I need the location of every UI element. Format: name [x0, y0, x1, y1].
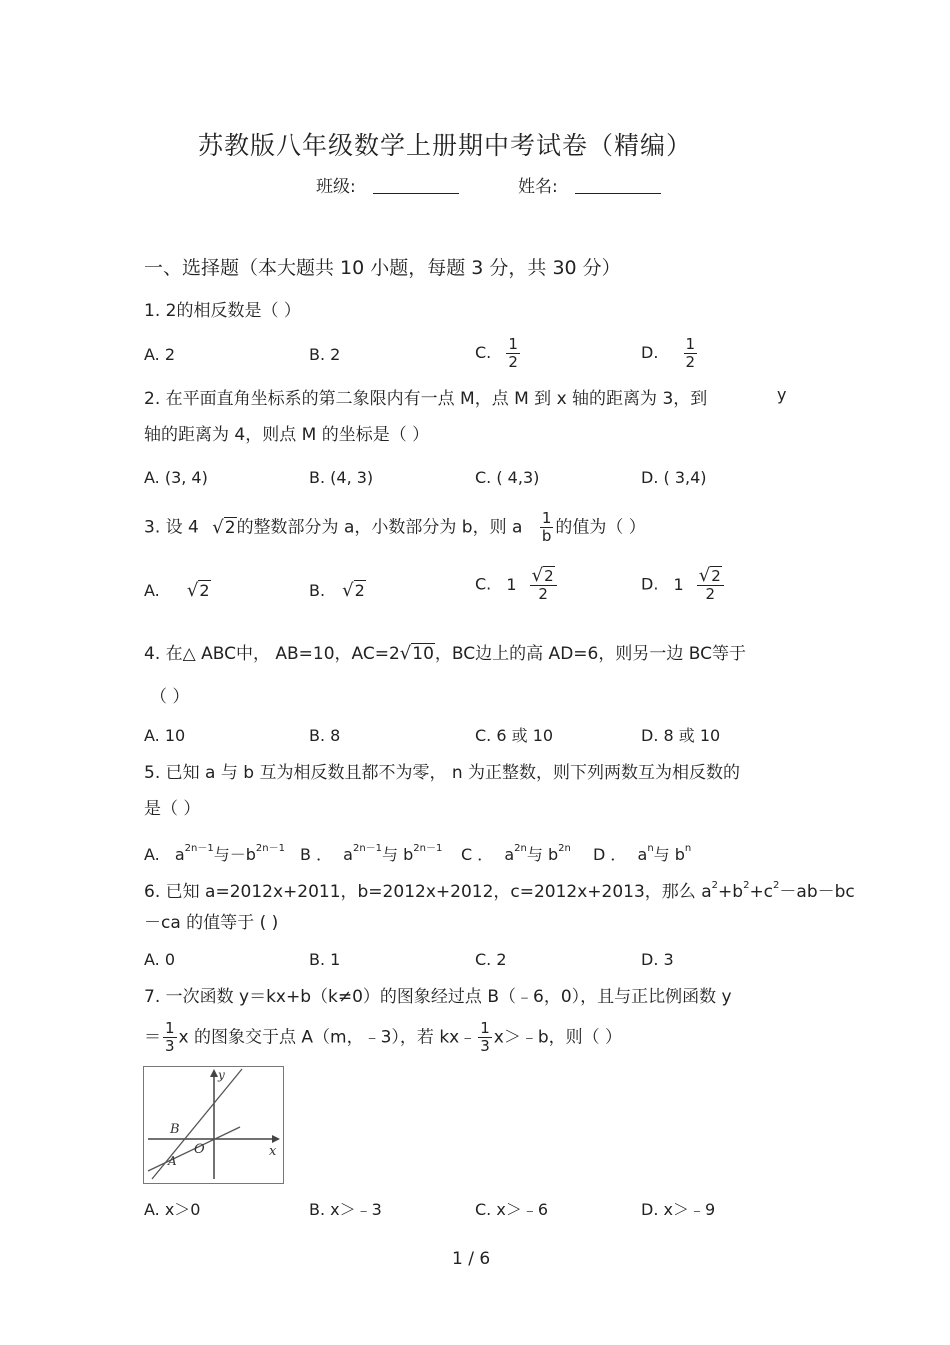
q3-option-c: C. 1 $\frac{√2}{2}$ — [475, 567, 559, 603]
y-axis-arrow — [210, 1069, 218, 1077]
graph-label-a: A — [168, 1154, 177, 1168]
page-number: 1 / 6 — [452, 1249, 491, 1269]
q2-option-d: D. ( 3,4) — [641, 468, 707, 487]
q5-option-b: B ． $a^{2n-1}$与 $b^{2n-1}$ — [300, 843, 443, 864]
question-7-line-1: 7. 一次函数 y＝kx+b（k≠0）的图象经过点 B（﹣6，0），且与正比例函数 y — [144, 987, 732, 1007]
function-graph — [144, 1067, 283, 1183]
q1-d-fraction: $\frac{1}{2}$ — [685, 335, 696, 371]
q5-option-c: C ． $a^{2n}$与 $b^{2n}$ — [461, 843, 571, 864]
q5-option-a: A. $a^{2n-1}$与$-b^{2n-1}$ — [144, 843, 285, 864]
question-4-line-2: （ ） — [150, 687, 190, 707]
question-7-line-2: ＝ $\frac{1}{3}$ x 的图象交于点 A（m，﹣3），若 kx﹣ $\frac{1}{3}$ x＞﹣b，则（ ） — [144, 1019, 623, 1055]
q7-fraction-2: $\frac{1}{3}$ — [480, 1019, 490, 1055]
class-label: 班级: — [316, 177, 356, 197]
graph-label-x: x — [269, 1144, 277, 1159]
question-2-line-2: 轴的距离为 4，则点 M 的坐标是（ ） — [144, 425, 430, 445]
q7-option-d: D. x＞﹣9 — [641, 1200, 716, 1219]
name-field — [518, 176, 661, 198]
q6-option-d: D. 3 — [641, 950, 674, 969]
q2-option-a: A. (3, 4) — [144, 468, 208, 487]
q7-option-a: A. x＞0 — [144, 1200, 201, 1219]
q5-option-d: D ． $a^n$与 $b^n$ — [593, 843, 692, 864]
q3-fraction: $\frac{1}{b}$ — [541, 509, 552, 545]
q7-option-b: B. x＞﹣3 — [309, 1200, 382, 1219]
q4-option-d: D. 8 或 10 — [641, 726, 721, 745]
q3-option-a: A. √2 — [144, 580, 210, 601]
page-title: 苏教版八年级数学上册期中考试卷（精编） — [198, 131, 693, 160]
question-6-line-2: －ca 的值等于 ( ) — [144, 913, 279, 933]
question-6-line-1: 6. 已知 a=2012x+2011，b=2012x+2012，c=2012x+2013，那么 $a^2+b^2+c^2-ab-bc$ — [144, 880, 855, 902]
question-4-line-1: 4. 在△ ABC中， AB=10，AC=2√10，BC边上的高 AD=6，则另一边 BC等于 — [144, 643, 746, 664]
graph-label-b: B — [170, 1122, 180, 1137]
q4-option-b: B. 8 — [309, 726, 341, 745]
q4-option-c: C. 6 或 10 — [475, 726, 554, 745]
section-heading: 一、选择题（本大题共 10 小题，每题 3 分，共 30 分） — [144, 257, 621, 279]
question-1-stem: 1. 2的相反数是（ ） — [144, 301, 301, 321]
q3-option-d: D. 1 $\frac{√2}{2}$ — [641, 567, 726, 603]
class-field — [316, 176, 459, 198]
name-label: 姓名: — [518, 177, 558, 197]
q4-sqrt: √10 — [399, 643, 434, 664]
q2-option-b: B. (4, 3) — [309, 468, 374, 487]
q6-option-c: C. 2 — [475, 950, 507, 969]
function-graph-figure — [143, 1066, 284, 1184]
class-blank — [373, 179, 459, 194]
q7-option-c: C. x＞﹣6 — [475, 1200, 548, 1219]
question-5-line-1: 5. 已知 a 与 b 互为相反数且都不为零， n 为正整数，则下列两数互为相反数的 — [144, 763, 741, 783]
question-5-line-2: 是（ ） — [144, 799, 201, 819]
q6-option-b: B. 1 — [309, 950, 341, 969]
q2-option-c: C. ( 4,3) — [475, 468, 540, 487]
q1-c-fraction: $\frac{1}{2}$ — [508, 335, 518, 371]
q7-fraction-1: $\frac{1}{3}$ — [165, 1019, 175, 1055]
q1-option-a: A. 2 — [144, 345, 176, 364]
q6-option-a: A. 0 — [144, 950, 176, 969]
q1-option-b: B. 2 — [309, 345, 341, 364]
x-axis-arrow — [272, 1135, 280, 1143]
q1-option-c: C. $\frac{1}{2}$ — [475, 335, 518, 371]
graph-label-o: O — [194, 1142, 205, 1157]
q4-option-a: A. 10 — [144, 726, 186, 745]
question-3-stem: 3. 设 4 √2的整数部分为 a，小数部分为 b，则 a $\frac{1}{b}$ 的值为（ ） — [144, 509, 646, 545]
graph-label-y: y — [218, 1068, 225, 1082]
q2-y-char: y — [777, 385, 787, 404]
q1-option-d: D. $\frac{1}{2}$ — [641, 335, 696, 371]
q3-option-b: B. √2 — [309, 580, 365, 601]
question-2-line-1: 2. 在平面直角坐标系的第二象限内有一点 M，点 M 到 x 轴的距离为 3，到 — [144, 389, 708, 409]
q3-sqrt: √2 — [212, 516, 236, 538]
name-blank — [575, 179, 661, 194]
